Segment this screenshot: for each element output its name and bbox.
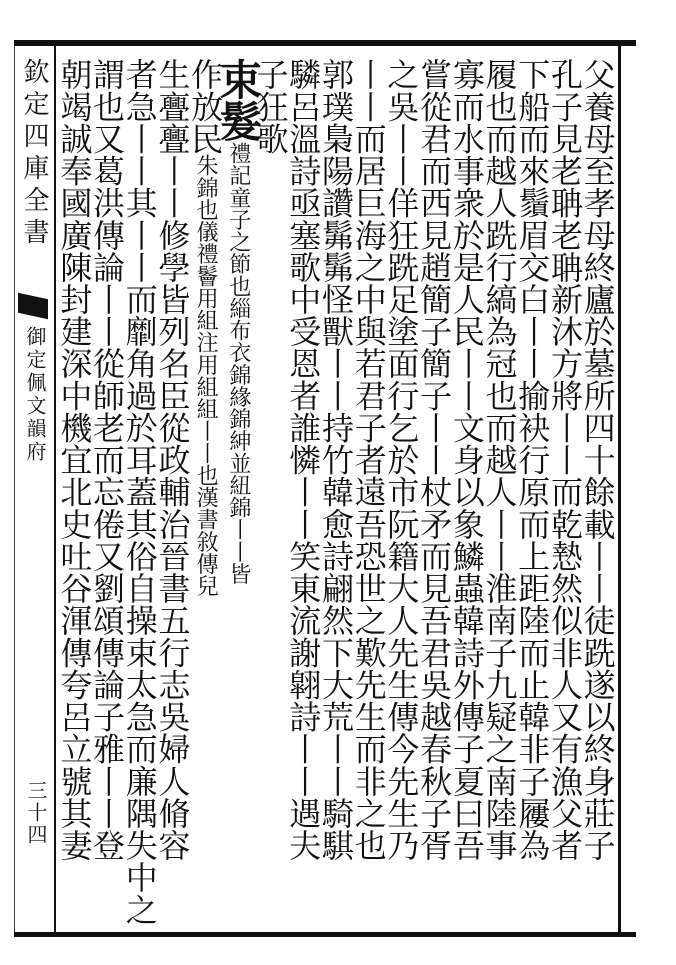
- bottom-border-rule: [14, 932, 636, 937]
- column-text: 下船而來鬚眉交白丨丨揄袂行原而上距陸而止韓非子屨為: [513, 58, 552, 861]
- annotation-text: 朱錦也儀禮鬠用組注用組組丨丨也漢書敘傳兒: [193, 154, 219, 597]
- column-text: 之吳丨丨佯狂跣足塗面行乞於市阮籍大人先生傳今先生乃: [382, 58, 421, 861]
- column-text: 朝竭誠奉國廣陳封建深中機宜北史吐谷渾傳夸呂立號其妻: [55, 58, 94, 861]
- fishtail-marker: [18, 293, 48, 319]
- column-text: 生亹亹丨丨修學皆列名臣從政輔治晉書五行志吳婦人脩容: [153, 58, 192, 861]
- column-text: 作放民: [186, 58, 225, 155]
- column-text: 父養母至孝母終廬於墓所四十餘載丨丨徒跣遂以終身莊子: [578, 58, 617, 861]
- outer-margin-rule: [14, 46, 15, 932]
- column-text: 子狂歌: [251, 58, 290, 155]
- page-number: 三十四: [24, 780, 48, 846]
- collection-title: 欽定四庫全書: [19, 58, 49, 250]
- column-text: 謂也又葛洪傳論丨丨從師老而忘倦又劉頌傳論子雅丨丨登: [88, 58, 127, 861]
- annotation-text: 禮記童子之節也緇布衣錦緣錦紳並紐錦丨丨皆: [225, 142, 251, 585]
- column-text: 孔子見老聃老聃新沐方將丨丨而乾慹然似非人又有漁父者: [545, 58, 584, 861]
- entry-heading: 束髮: [213, 58, 263, 143]
- column-text: 嘗從君而西見趙簡子簡子丨丨杖矛而見吾君吳越春秋子胥: [415, 58, 454, 861]
- top-border-rule: [14, 40, 636, 46]
- column-text: 驎呂溫詩亟塞歌中受恩者誰憐丨丨笑東流謝翶詩丨丨遇夫: [284, 58, 323, 861]
- column-text: 郭璞梟陽讚髴髴怪獸丨丨持竹韓愈詩翩然下大荒丨丨騎騏: [317, 58, 355, 861]
- text-column: [52, 58, 96, 918]
- column-text: 者急丨丨其丨丨而劘角過於耳蓋其俗自操束太急而廉隅失中之: [120, 58, 159, 926]
- book-title: 御定佩文韻府: [23, 326, 47, 464]
- column-text: 寡而水事衆於是人民丨丨文身以象鱗蟲韓詩外傳子夏曰吾: [447, 58, 486, 861]
- column-text: 丨丨而居巨海之中與若君子者遠吾恐世之歎先生而非之也: [349, 58, 388, 861]
- column-text: 履也而越人跣行縞為冠也而越人丨丨淮南子九疑之南陸事: [480, 58, 519, 861]
